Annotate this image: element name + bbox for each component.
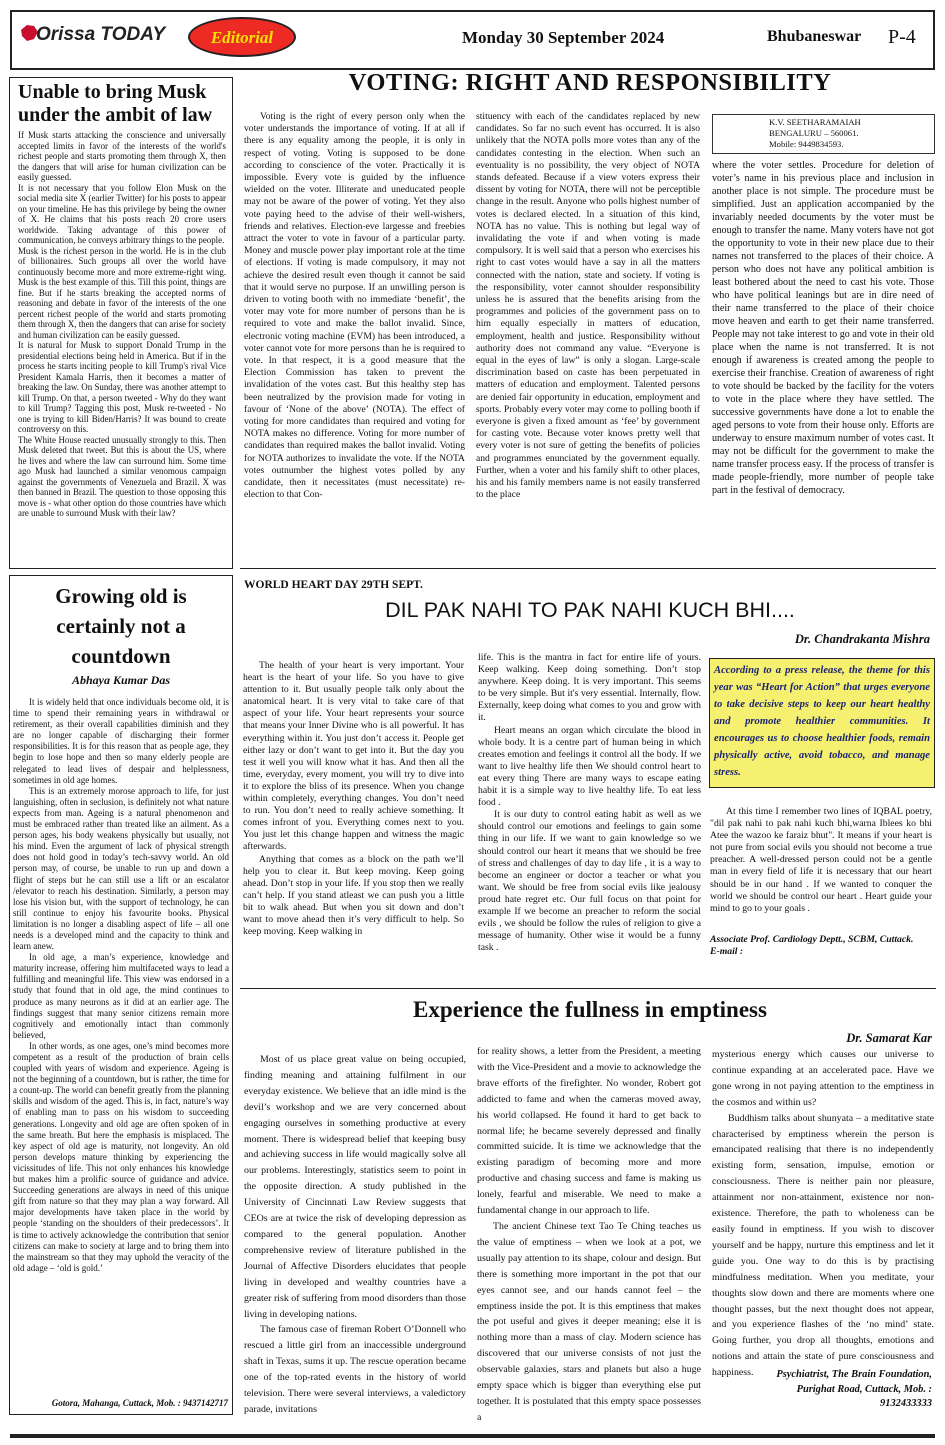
heart-kicker: WORLD HEART DAY 29TH SEPT. bbox=[244, 579, 423, 591]
voting-column-3 bbox=[712, 159, 934, 559]
emptiness-author: Dr. Samarat Kar bbox=[846, 1031, 932, 1045]
growing-old-author: Abhaya Kumar Das bbox=[71, 673, 171, 687]
heart-paragraph: The health of your heart is very important. Your heart is the heart of your life. So you have to give attention to it. But usually people talk only about the anatomical heart. It is very vital to take care of that aspect of your life. Your heart represents your source that means your Inner Divine who is all powerful. It has everything within it. You just don’t access it. People get either lazy or don’t want to get into it. But the day you test it well you will know what it has. And then all the time, everyday, every moment, you will try to dive into it to explore the bliss of its presence. When you change within completely, everything changes. You don’t need to run. You don’t need to really achieve something. It comes infront of you. Everything comes next to you. You just let this change happen and witness the magic afterwards. bbox=[243, 660, 464, 853]
author-mobile: Mobile: 9449834593. bbox=[769, 139, 844, 149]
heart-callout-text: According to a press release, the theme for this year was “Heart for Action” that urges everyone to take decisive steps to keep our heart healthy and promote healthier communities. It encourages us to choose healthier foods, remain physically active, avoid tobacco, and manage stress. bbox=[714, 665, 930, 778]
heart-column-1 bbox=[243, 660, 464, 980]
emptiness-signature-line: Purighat Road, Cuttack, Mob. : bbox=[796, 1383, 932, 1395]
emptiness-paragraph: Buddhism talks about shunyata – a meditative state characterised by emptiness wherein the person is emancipated realising that there is no independently existing form, sensation, impulse, emotion or consciousness. There is neither pain nor pleasure, attainment nor non-attainment, existence nor non-existence. Therefore, the path to wholeness can be easily found in emptiness. If you wish to discover yourself and be happy, nurture this emptiness and let it guide you. One way to do this is by practising mindfulness meditation. When you meditate, your thoughts slow down and there are moments where one thought passes, but the next thought does not appear, and you experience flashes of the ‘no mind’ state. Going further, you drop all thoughts, emotions and notions and attain the state of pure consciousness and happiness. bbox=[712, 1112, 934, 1379]
city-name: Bhubaneswar bbox=[767, 28, 862, 45]
musk-paragraph: If Musk starts attacking the conscience and universally accepted limits in favor of the interests of the world's richest people and starts promoting them through X, then the dangers that will arise for human civilization can be easily guessed. bbox=[18, 130, 226, 182]
musk-paragraph: It is natural for Musk to support Donald Trump in the presidential elections being held in America. But if in the process he starts inciting people to kill Trump's rival Vice President Kamala Harris, then it becomes a matter of breaking the law. On Sunday, there was another attempt to kill Trump. On that, a person tweeted - Why do they want to kill Trump? Tagging this post, Musk re-tweeted - No one is trying to kill Biden/Harris? It was bound to create controversy on this. bbox=[18, 340, 226, 434]
masthead bbox=[10, 10, 935, 70]
musk-article bbox=[9, 77, 233, 569]
growing-old-paragraph: In old age, a man’s experience, knowledge and maturity increase, offering him multifaceted ways to lead a fulfilling and meaningful life. This view was endorsed in a study that found that in old age, the mind continues to produce as many neurons as it did at an earlier age. The findings suggest that many senior citizens remain more cognitively and emotionally intact than commonly believed, bbox=[13, 952, 229, 1040]
heart-paragraph: At this time I remember two lines of IQBAL poetry, "dil pak nahi to pak nahi kuch bhi,warna Iblees ko bhi Atee the wazoo ke faraiz bhut". It means if your heart is not pure from social evils you should not become a true preacher. A well-dressed person could not be a gentle man in every field of life it is necessary that our heart should be in our hand . If we wanted to conquer the world we should be control our heart . Heart guide your mind to go to your goals . bbox=[710, 806, 932, 914]
voting-paragraph: Voting is the right of every person only when the voter understands the importance of voting. If at all if there is any equality among the people, it is only in respect of voting. Voting is supposed to be done according to conscience of the voter. Practically it is impossible. Every vote is guided by the influence wielded on the voter. Illiterate and uneducated people may not be aware of the power of voting. Yet they also vote paying heed to the advise of their well-wishers, friends and relatives. Election-eve largesse and freebies attract the voter to vote in favour of a particular party. Money and muscle power play important role at the time of elections. If voting is made compulsory, it may not achieve the desired result even though it cannot be said that it would serve no purpose. If an unwilling person is driven to voting booth with no immediate ‘benefit’, the voter may vote for more number of persons than he is required to vote and make the ballot invalid. Since, electronic voting machine (EVM) has been introduced, a voter cannot vote for more persons than he is required to vote. In that respect, it is a good measure that the Election Commission has taken to prevent the invalidation of the votes cast. But this healthy step has been neutralized by the provision made for voting in favour of ‘None of the above’ (NOTA). The effect of voting for more candidates than required and voting for NOTA makes no difference. Voting for more number of candidates than required makes the ballot invalid. Voting for NOTA authorizes to invalidate the vote. If the NOTA votes outnumber the highest votes polled by any candidate, then it necessitates (must necessitate) re-election to that Con- bbox=[244, 111, 465, 501]
musk-body bbox=[18, 130, 226, 564]
growing-old-paragraph: This is an extremely morose approach to life, for just languishing, often in seclusion, is definitely not what nature expects from man. Ageing is a natural phenomenon and must be embraced rather than treated like an ailment. As a person ages, his body weakens physically but usually, not his mind. Even the argument of lack of physical strength does not hold good in today’s tech-savvy world. An old person may, of course, be unable to run up and down a flight of steps but he can still use a lift or an escalator /elevator to reach his destination. Similarly, a person may lose his vision but, with the support of technology, he can still continue to enjoy his favourite books. Physical limitation is no longer a disabling aspect of life – all one needs is a developed mind and the capacity to think and learn anew. bbox=[13, 785, 229, 952]
author-city: BENGALURU – 560061. bbox=[769, 128, 859, 138]
page-number: P-4 bbox=[888, 26, 916, 48]
heart-callout bbox=[709, 658, 935, 788]
emptiness-headline: Experience the fullness in emptiness bbox=[413, 997, 767, 1022]
bottom-rule bbox=[10, 1434, 935, 1438]
growing-old-paragraph: In other words, as one ages, one’s mind becomes more competent as a result of the production of brain cells coupled with years of wisdom and experience. Ageing is not the beginning of a countdown, but is rather, the time for a count-up. The world can benefit greatly from the planning skills and wisdom of the aged. This is, in fact, nature’s way of enabling man to pass on his wisdom to succeeding generations. Longevity and old age are often spoken of in the same breath. But here the emphasis is misplaced. The key aspect of old age is maturity, not longevity. An old person develops mature thinking by experiencing the vicissitudes of life. This not only enhances his knowledge but makes him a prolific source of guidance and advice. Succeeding generations are always in need of this unique gift from nature so that they may plan a way forward. All major developments have taken place in the world by people ‘standing on the shoulders of their predecessors’. It is time to actively acknowledge the contribution that senior citizens can make to society at large and to bring them into the mainstream so that they may uphold the veracity of the old adage – ‘old is gold.’ bbox=[13, 1040, 229, 1273]
musk-paragraph: The White House reacted unusually strongly to this. Then Musk deleted that tweet. But this is about the US, where he lives and where the law can surround him. Some time ago Musk had launched a similar venomous campaign against the governments of Venezuela and Brazil. X was then banned in Brazil. The question to those opposing this move is - what other option do those countries have which are unable to surround Musk with their law? bbox=[18, 434, 226, 518]
heart-headline: DIL PAK NAHI TO PAK NAHI KUCH BHI.... bbox=[385, 598, 795, 622]
emptiness-paragraph: for reality shows, a letter from the President, a meeting with the Vice-President and a movie to acknowledge the brave efforts of the firefighter. No wonder, Robert got addicted to fame and when the cameras moved away, his world collapsed. He found it hard to get back to normal life; he became severely depressed and finally committed suicide. It is time we acknowledge that the existing paradigm of becoming more and more productive and chasing success and fame is making us lonely, fearful and miserable. We need to make a fundamental change in our approach to life. bbox=[477, 1046, 701, 1217]
heart-signature-line: E-mail : bbox=[710, 945, 744, 957]
section-divider bbox=[240, 988, 936, 989]
emptiness-column-2 bbox=[477, 1044, 701, 1423]
emptiness-paragraph: The ancient Chinese text Tao Te Ching teaches us the value of emptiness – when we look at a pot, we usually pay attention to its shape, colour and design. But there is something more important in the pot that our eyes cannot see, and our hands cannot feel – the emptiness inside the pot. It is this emptiness that makes the pot useful and gives it deeper meaning; else it is nothing more than a mass of clay. Modern science has discovered that our universe consists of not just the observable galaxies, stars and planets but also a huge empty space which is bigger than everything else put together. It is postulated that this empty space possesses a bbox=[477, 1220, 701, 1423]
emptiness-signature bbox=[712, 1368, 932, 1412]
heart-paragraph: It is our duty to control eating habit as well as we should control our emotions and feelings to gain some thing in our life. If we want to gain knowledge so we should control our heart it means that we should be free of stress and challenges of day to day life , it is a way to become an engineer or doctor a teacher or what you want. We should be free from social evils like jealousy proud hate regret etc. Our full focus on that point for example If we become an preacher to reform the social evils , we should be follow the rules of religion to give a message of humanity. Other wise it would be a funny task . bbox=[478, 809, 701, 954]
growing-old-body bbox=[13, 697, 229, 1395]
brand-name: Orissa TODAY bbox=[36, 24, 166, 45]
musk-paragraph: Musk is the richest person in the world. He is in the club of billionaires. Such groups all over the world have continuously become more and more extreme-right wing. Musk is the best example of this. Till this point, things are fine. But if he starts breaking the accepted norms of reasoning and debate in favor of the interests of the one percent richest people of the world and starts promoting them through X, then the dangers that can arise for society and human civilization can be easily guessed. bbox=[18, 245, 226, 340]
voting-paragraph: stituency with each of the candidates replaced by new candidates. So far no such event has occurred. It is also unlikely that the NOTA polls more votes than any of the candidates contesting in the election. When such an eventuality is no possibility, the very object of NOTA stands defeated. Because if a view voters express their dissent by voting for NOTA, there will not be perceptible change in the result. Anyone who polls highest number of votes is declared elected. In a situation of this kind, NOTA has no value. This is nothing but legal way of invalidating the vote if and when voting is made compulsory. It is well said that a person who exercises his right to cast votes would have a say in all the matters connected with the nation, state and society. If voting is the responsibility, voter cannot shoulder responsibility unless he is assured that the benefits arising from the programmes and policies of the government pass on to him equally especially in matters of education, employment, health and justice. Responsibility without authority does not command any value. “Everyone is equal in the eyes of law” is only a slogan. Large-scale discrimination based on caste has been perpetuated in matters of education and employment. Talented persons are denied fair opportunity in education, employment and sports. Probably every voter may come to polling booth if everyone is given a fixed amount as ‘fee’ by government for casting vote. Because voter knows pretty well that every voter is not sure of getting the benefits of policies and programmes enunciated by the government equally. Further, when a voter and his family shift to other places, his and his family members name is not easily transferred to the place bbox=[476, 111, 700, 501]
growing-old-article bbox=[9, 575, 233, 1415]
voting-column-1 bbox=[244, 111, 465, 560]
voting-paragraph: where the voter settles. Procedure for deletion of voter’s name in his previous place and inclusion in another place is not simple. The procedure must be simplified. Just an application accompanied by the invariably needed documents by the voter must be enough to transfer the name. Many voters have not got the opportunity to vote in their new place due to their names not transferred to the places of their choice. A person who does not have any political ambition is least bothered about the need to cast his vote. Those who have political leanings but are in dire need of their name transferred to the place of their choice move heaven and earth to get their name transferred. People may not take interest to go and vote in their old place when the name is not transferred. It is not enough if awareness is created among the people to exercise their franchise. Creation of awareness of right to vote should be backed by the facility for the voters to vote in the place where they have settled. The successive governments have done a lot to enable the aged persons to vote from their house only. Efforts are underway to ensure maximum number of votes cast. It may not be difficult for the government to make the name transfer process easy. If the process of transfer is made people-friendly, more number of people take part in the festival of democracy. bbox=[712, 160, 934, 496]
brand-logo bbox=[18, 20, 168, 50]
section-divider bbox=[240, 568, 936, 569]
heart-paragraph: Anything that comes as a block on the path we’ll help you to clear it. But keep moving. Keep going ahead. Don’t stop in your life. If you stop then we really can’t help. If you stand atleast we can push you a little bit to walk ahead. But when you sit down and don’t want to move ahead then it’s very difficult to help. So keep moving. Keep walking in bbox=[243, 853, 464, 938]
growing-old-paragraph: It is widely held that once individuals become old, it is time to spend their remaining years in withdrawal or retirement, as their overall capabilities diminish and they are no longer capable of discharging their former responsibilities. It is for this reason that as people age, they begin to lose hope and then so many elderly people are relegated to lead lives of despair and helplessness, sometimes in old age homes. bbox=[13, 697, 229, 785]
emptiness-signature-line: Psychiatrist, The Brain Foundation, bbox=[776, 1369, 932, 1380]
author-name: K.V. SEETHARAMAIAH bbox=[769, 117, 861, 127]
growing-old-title: Growing old is certainly not a countdown bbox=[55, 584, 187, 668]
heart-column-2 bbox=[478, 652, 701, 980]
growing-old-signature: Gotora, Mahanga, Cuttack, Mob. : 9437142717 bbox=[51, 1398, 228, 1408]
emptiness-signature-line: 9132433333 bbox=[880, 1398, 932, 1409]
section-badge-label: Editorial bbox=[210, 28, 274, 47]
heart-signature bbox=[710, 934, 932, 958]
heart-paragraph: Heart means an organ which circulate the blood in whole body. It is a centre part of human being in which creates emotion and feelings it control all the body. If we want to live healthy life then We should control heart to eat every thing There are many ways to escape eating habit it is a simple way to live healthy life. To eat less food . bbox=[478, 724, 701, 809]
section-badge bbox=[188, 17, 296, 57]
voting-headline: VOTING: RIGHT AND RESPONSIBILITY bbox=[348, 69, 832, 96]
heart-author: Dr. Chandrakanta Mishra bbox=[794, 632, 930, 646]
heart-signature-line: Associate Prof. Cardiology Deptt., SCBM, Cuttack. bbox=[710, 934, 914, 945]
issue-date: Monday 30 September 2024 bbox=[462, 28, 665, 47]
emptiness-column-1 bbox=[244, 1052, 466, 1418]
voting-author-box bbox=[712, 114, 935, 154]
emptiness-paragraph: Most of us place great value on being occupied, finding meaning and attaining fulfilment in our everyday existence. We believe that an idle mind is the devil’s workshop and we are very concerned about engaging ourselves in something productive at every moment. There is widespread belief that keeping busy and achieving success in life would magically solve all our problems. Interestingly, statistics seem to point in the opposite direction. A study published in the University of Cincinnati Law Review suggests that CEOs are at twice the risk of developing depression as compared to the general population. Another comprehensive review of literature published in the Journal of Affective Disorders elucidates that people living in developed and wealthy countries have a greater risk of suffering from mood disorders than those living in developing nations. bbox=[244, 1054, 466, 1320]
heart-paragraph: life. This is the mantra in fact for entire life of yours. Keep walking. Keep doing something. Don’t stop anywhere. Keep doing. It is very important. This seems to be very simple. But it's very essential. Internally, flow. Externally, keep doing what comes to you and grow with it. bbox=[478, 652, 701, 724]
emptiness-paragraph: mysterious energy which causes our universe to continue expanding at an accelerated pace. Have we gone wrong in not paying attention to the emptiness in the cosmos and within us? bbox=[712, 1049, 934, 1108]
heart-column-3 bbox=[710, 806, 932, 936]
emptiness-paragraph: The famous case of fireman Robert O’Donnell who rescued a little girl from an inaccessible underground shaft in Texas, sums it up. The rescue operation became one of the top-rated events in the history of world television. There were several interviews, a valedictory parade, invitations bbox=[244, 1324, 466, 1415]
musk-paragraph: It is not necessary that you follow Elon Musk on the social media site X (earlier Twitter) for his posts to appear on your timeline. He has this privilege by being the owner of X. He claims that his posts reach 20 crore users worldwide. Taking advantage of this power of communication, he conveys arbitrary things to the people. bbox=[18, 182, 226, 245]
voting-column-2 bbox=[476, 111, 700, 560]
musk-title: Unable to bring Musk under the ambit of law bbox=[18, 81, 213, 126]
